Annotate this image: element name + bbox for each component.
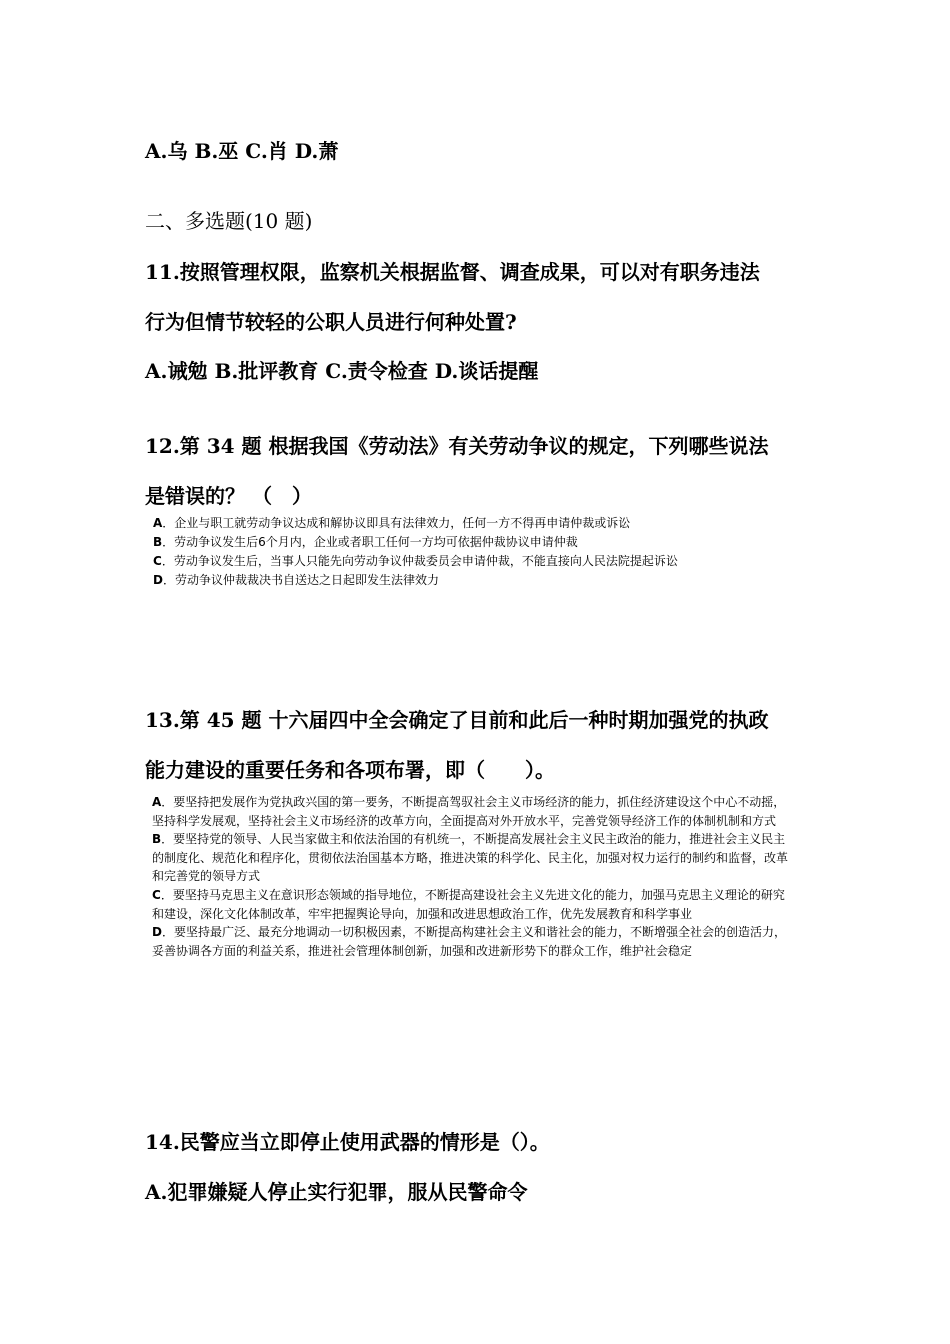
q13-stem-line2: 能力建设的重要任务和各项布署，即（ ）。 bbox=[145, 758, 555, 782]
q13-option-a: A．要坚持把发展作为党执政兴国的第一要务，不断提高驾驭社会主义市场经济的能力，抓住经济建设这个中心不动摇，坚持科学发展观，坚持社会主义市场经济的改革方向，全面提高对外开放水平，完善党领导经济工作的体制机制和方式 bbox=[152, 795, 786, 828]
q14-stem: 14.民警应当立即停止使用武器的情形是（）。 bbox=[145, 1130, 550, 1154]
section-heading: 二、多选题(10 题) bbox=[145, 209, 313, 233]
q13-option-c: C．要坚持马克思主义在意识形态领域的指导地位，不断提高建设社会主义先进文化的能力，加强马克思主义理论的研究和建设，深化文化体制改革，牢牢把握舆论导向，加强和改进思想政治工作，优先发展教育和科学事业 bbox=[152, 887, 785, 921]
q12-stem-line1: 12.第 34 题 根据我国《劳动法》有关劳动争议的规定，下列哪些说法 bbox=[145, 434, 769, 458]
q12-option-d: D．劳动争议仲裁裁决书自送达之日起即发生法律效力 bbox=[153, 573, 439, 587]
q11-stem-line1: 11.按照管理权限，监察机关根据监督、调查成果，可以对有职务违法 bbox=[145, 260, 760, 284]
q11-options: A.诫勉 B.批评教育 C.责令检查 D.谈话提醒 bbox=[145, 359, 539, 383]
q13-options bbox=[152, 793, 792, 960]
q13-option-b: B．要坚持党的领导、人民当家做主和依法治国的有机统一，不断提高发展社会主义民主政治的能力，推进社会主义民主的制度化、规范化和程序化，贯彻依法治国基本方略，推进决策的科学化、民主化，加强对权力运行的制约和监督，改革和完善党的领导方式 bbox=[152, 832, 789, 884]
q13-stem-line1: 13.第 45 题 十六届四中全会确定了目前和此后一种时期加强党的执政 bbox=[145, 708, 769, 732]
q13-option-d: D．要坚持最广泛、最充分地调动一切积极因素，不断提高构建社会主义和谐社会的能力，不断增强全社会的创造活力，妥善协调各方面的利益关系，推进社会管理体制创新，加强和改进新形势下的群众工作，维护社会稳定 bbox=[152, 925, 786, 958]
q11-stem-line2: 行为但情节较轻的公职人员进行何种处置? bbox=[145, 310, 517, 334]
q10-options: A.乌 B.巫 C.肖 D.萧 bbox=[145, 139, 339, 163]
q12-option-b: B．劳动争议发生后6个月内，企业或者职工任何一方均可依据仲裁协议申请仲裁 bbox=[153, 535, 578, 549]
q14-option-a: A.犯罪嫌疑人停止实行犯罪，服从民警命令 bbox=[145, 1180, 528, 1204]
q12-stem-line2: 是错误的？ （ ） bbox=[145, 484, 312, 508]
q12-option-c: C．劳动争议发生后，当事人只能先向劳动争议仲裁委员会申请仲裁，不能直接向人民法院提起诉讼 bbox=[153, 554, 678, 568]
q12-option-a: A．企业与职工就劳动争议达成和解协议即具有法律效力，任何一方不得再申请仲裁或诉讼 bbox=[153, 516, 631, 530]
